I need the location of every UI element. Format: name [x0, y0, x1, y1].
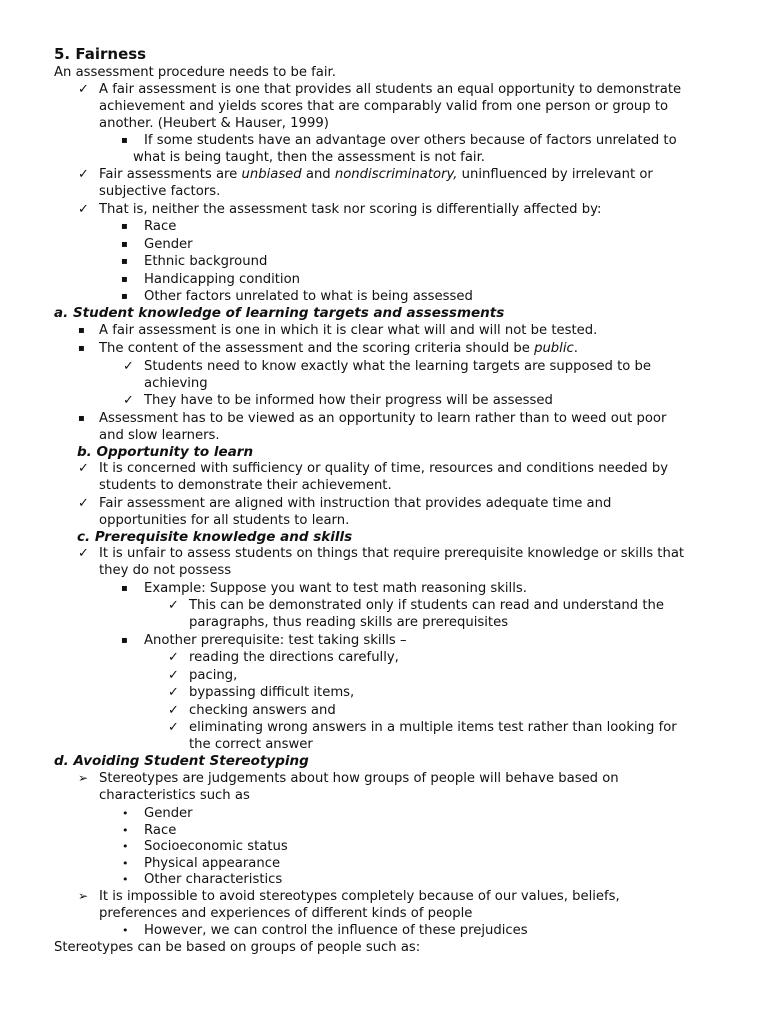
- fairness-point-2: Fair assessments are unbiased and nondiscriminatory, uninfluenced by irrelevant or: [99, 167, 653, 182]
- sub-c-another: Another prerequisite: test taking skills –: [144, 633, 407, 648]
- sub-a-item-3: Assessment has to be viewed as an opportunity to learn rather than to weed out poor: [99, 411, 667, 426]
- arrow-bullet-icon: ➢: [78, 771, 89, 785]
- square-bullet-icon: ▪: [121, 221, 128, 232]
- check-icon: ✓: [168, 650, 179, 665]
- sub-d-item-2-sub: However, we can control the influence of these prejudices: [144, 923, 528, 938]
- characteristic-item: Socioeconomic status: [144, 839, 288, 854]
- check-icon: ✓: [78, 546, 89, 561]
- check-icon: ✓: [168, 598, 179, 613]
- square-bullet-icon: ▪: [121, 635, 128, 646]
- sub-a-item-2: The content of the assessment and the scoring criteria should be public.: [99, 341, 578, 356]
- dot-bullet-icon: •: [122, 873, 129, 886]
- fairness-point-3: That is, neither the assessment task nor scoring is differentially affected by:: [99, 202, 602, 217]
- factor-item: Ethnic background: [144, 254, 268, 269]
- check-icon: ✓: [123, 393, 134, 408]
- square-bullet-icon: ▪: [121, 291, 128, 302]
- sub-b-item-2: Fair assessment are aligned with instruction that provides adequate time and: [99, 496, 612, 511]
- factor-item: Other factors unrelated to what is being assessed: [144, 289, 473, 304]
- sub-c-item-1: It is unfair to assess students on things that require prerequisite knowledge or skills that: [99, 546, 685, 561]
- square-bullet-icon: ▪: [121, 135, 128, 146]
- characteristic-item: Other characteristics: [144, 872, 283, 887]
- square-bullet-icon: ▪: [121, 274, 128, 285]
- subheading-c: c. Prerequisite knowledge and skills: [77, 529, 353, 545]
- check-icon: ✓: [168, 720, 179, 735]
- sub-d-item-1: Stereotypes are judgements about how groups of people will behave based on: [99, 771, 619, 786]
- fairness-point-2-line-2: subjective factors.: [99, 184, 221, 199]
- section-title: 5. Fairness: [54, 45, 147, 63]
- square-bullet-icon: ▪: [121, 583, 128, 594]
- fairness-point-1a-line-2: what is being taught, then the assessment is not fair.: [133, 150, 485, 165]
- sub-d-item-2: It is impossible to avoid stereotypes completely because of our values, beliefs,: [99, 889, 620, 904]
- sub-b-item-2-line-2: opportunities for all students to learn.: [99, 513, 350, 528]
- square-bullet-icon: ▪: [121, 239, 128, 250]
- check-icon: ✓: [78, 202, 89, 217]
- arrow-bullet-icon: ➢: [78, 889, 89, 903]
- factor-item: Race: [144, 219, 177, 234]
- subheading-a: a. Student knowledge of learning targets and assessments: [54, 305, 505, 321]
- sub-c-item-1-line-2: they do not possess: [99, 563, 232, 578]
- sub-b-item-1-line-2: students to demonstrate their achievement.: [99, 478, 392, 493]
- sub-a-check-2: They have to be informed how their progress will be assessed: [144, 393, 553, 408]
- skill-item: pacing,: [189, 668, 238, 683]
- sub-a-check-1: Students need to know exactly what the learning targets are supposed to be: [144, 359, 652, 374]
- check-icon: ✓: [168, 668, 179, 683]
- sub-b-item-1: It is concerned with sufficiency or quality of time, resources and conditions needed by: [99, 461, 669, 476]
- factor-item: Gender: [144, 237, 193, 252]
- check-icon: ✓: [123, 359, 134, 374]
- square-bullet-icon: ▪: [78, 343, 85, 354]
- check-icon: ✓: [168, 703, 179, 718]
- fairness-point-1-line-2: achievement and yields scores that are comparably valid from one person or group to: [99, 99, 669, 114]
- check-icon: ✓: [168, 685, 179, 700]
- skill-item: eliminating wrong answers in a multiple items test rather than looking for: [189, 720, 677, 735]
- sub-c-example-check-line-2: paragraphs, thus reading skills are prerequisites: [189, 615, 509, 630]
- section-intro: An assessment procedure needs to be fair.: [54, 65, 336, 80]
- dot-bullet-icon: •: [122, 840, 129, 853]
- dot-bullet-icon: •: [122, 924, 129, 937]
- subheading-b: b. Opportunity to learn: [77, 444, 254, 460]
- closing-line: Stereotypes can be based on groups of people such as:: [54, 940, 421, 955]
- check-icon: ✓: [78, 496, 89, 511]
- dot-bullet-icon: •: [122, 824, 129, 837]
- square-bullet-icon: ▪: [121, 256, 128, 267]
- skill-item-line-2: the correct answer: [189, 737, 313, 752]
- sub-d-item-1-line-2: characteristics such as: [99, 788, 250, 803]
- check-icon: ✓: [78, 461, 89, 476]
- sub-c-example: Example: Suppose you want to test math reasoning skills.: [144, 581, 527, 596]
- skill-item: reading the directions carefully,: [189, 650, 399, 665]
- skill-item: checking answers and: [189, 703, 336, 718]
- dot-bullet-icon: •: [122, 807, 129, 820]
- sub-a-check-1-line-2: achieving: [144, 376, 208, 391]
- sub-a-item-3-line-2: and slow learners.: [99, 428, 220, 443]
- check-icon: ✓: [78, 82, 89, 97]
- square-bullet-icon: ▪: [78, 325, 85, 336]
- fairness-point-1-line-3: another. (Heubert & Hauser, 1999): [99, 116, 329, 131]
- dot-bullet-icon: •: [122, 857, 129, 870]
- characteristic-item: Race: [144, 823, 177, 838]
- characteristic-item: Gender: [144, 806, 193, 821]
- fairness-point-1: A fair assessment is one that provides all students an equal opportunity to demonstrate: [99, 82, 682, 97]
- sub-a-item-1: A fair assessment is one in which it is clear what will and will not be tested.: [99, 323, 598, 338]
- sub-c-example-check: This can be demonstrated only if students can read and understand the: [189, 598, 664, 613]
- subheading-d: d. Avoiding Student Stereotyping: [54, 753, 309, 769]
- characteristic-item: Physical appearance: [144, 856, 281, 871]
- square-bullet-icon: ▪: [78, 413, 85, 424]
- check-icon: ✓: [78, 167, 89, 182]
- factor-item: Handicapping condition: [144, 272, 301, 287]
- skill-item: bypassing difficult items,: [189, 685, 355, 700]
- sub-d-item-2-line-2: preferences and experiences of different kinds of people: [99, 906, 473, 921]
- fairness-point-1a: If some students have an advantage over others because of factors unrelated to: [144, 133, 677, 148]
